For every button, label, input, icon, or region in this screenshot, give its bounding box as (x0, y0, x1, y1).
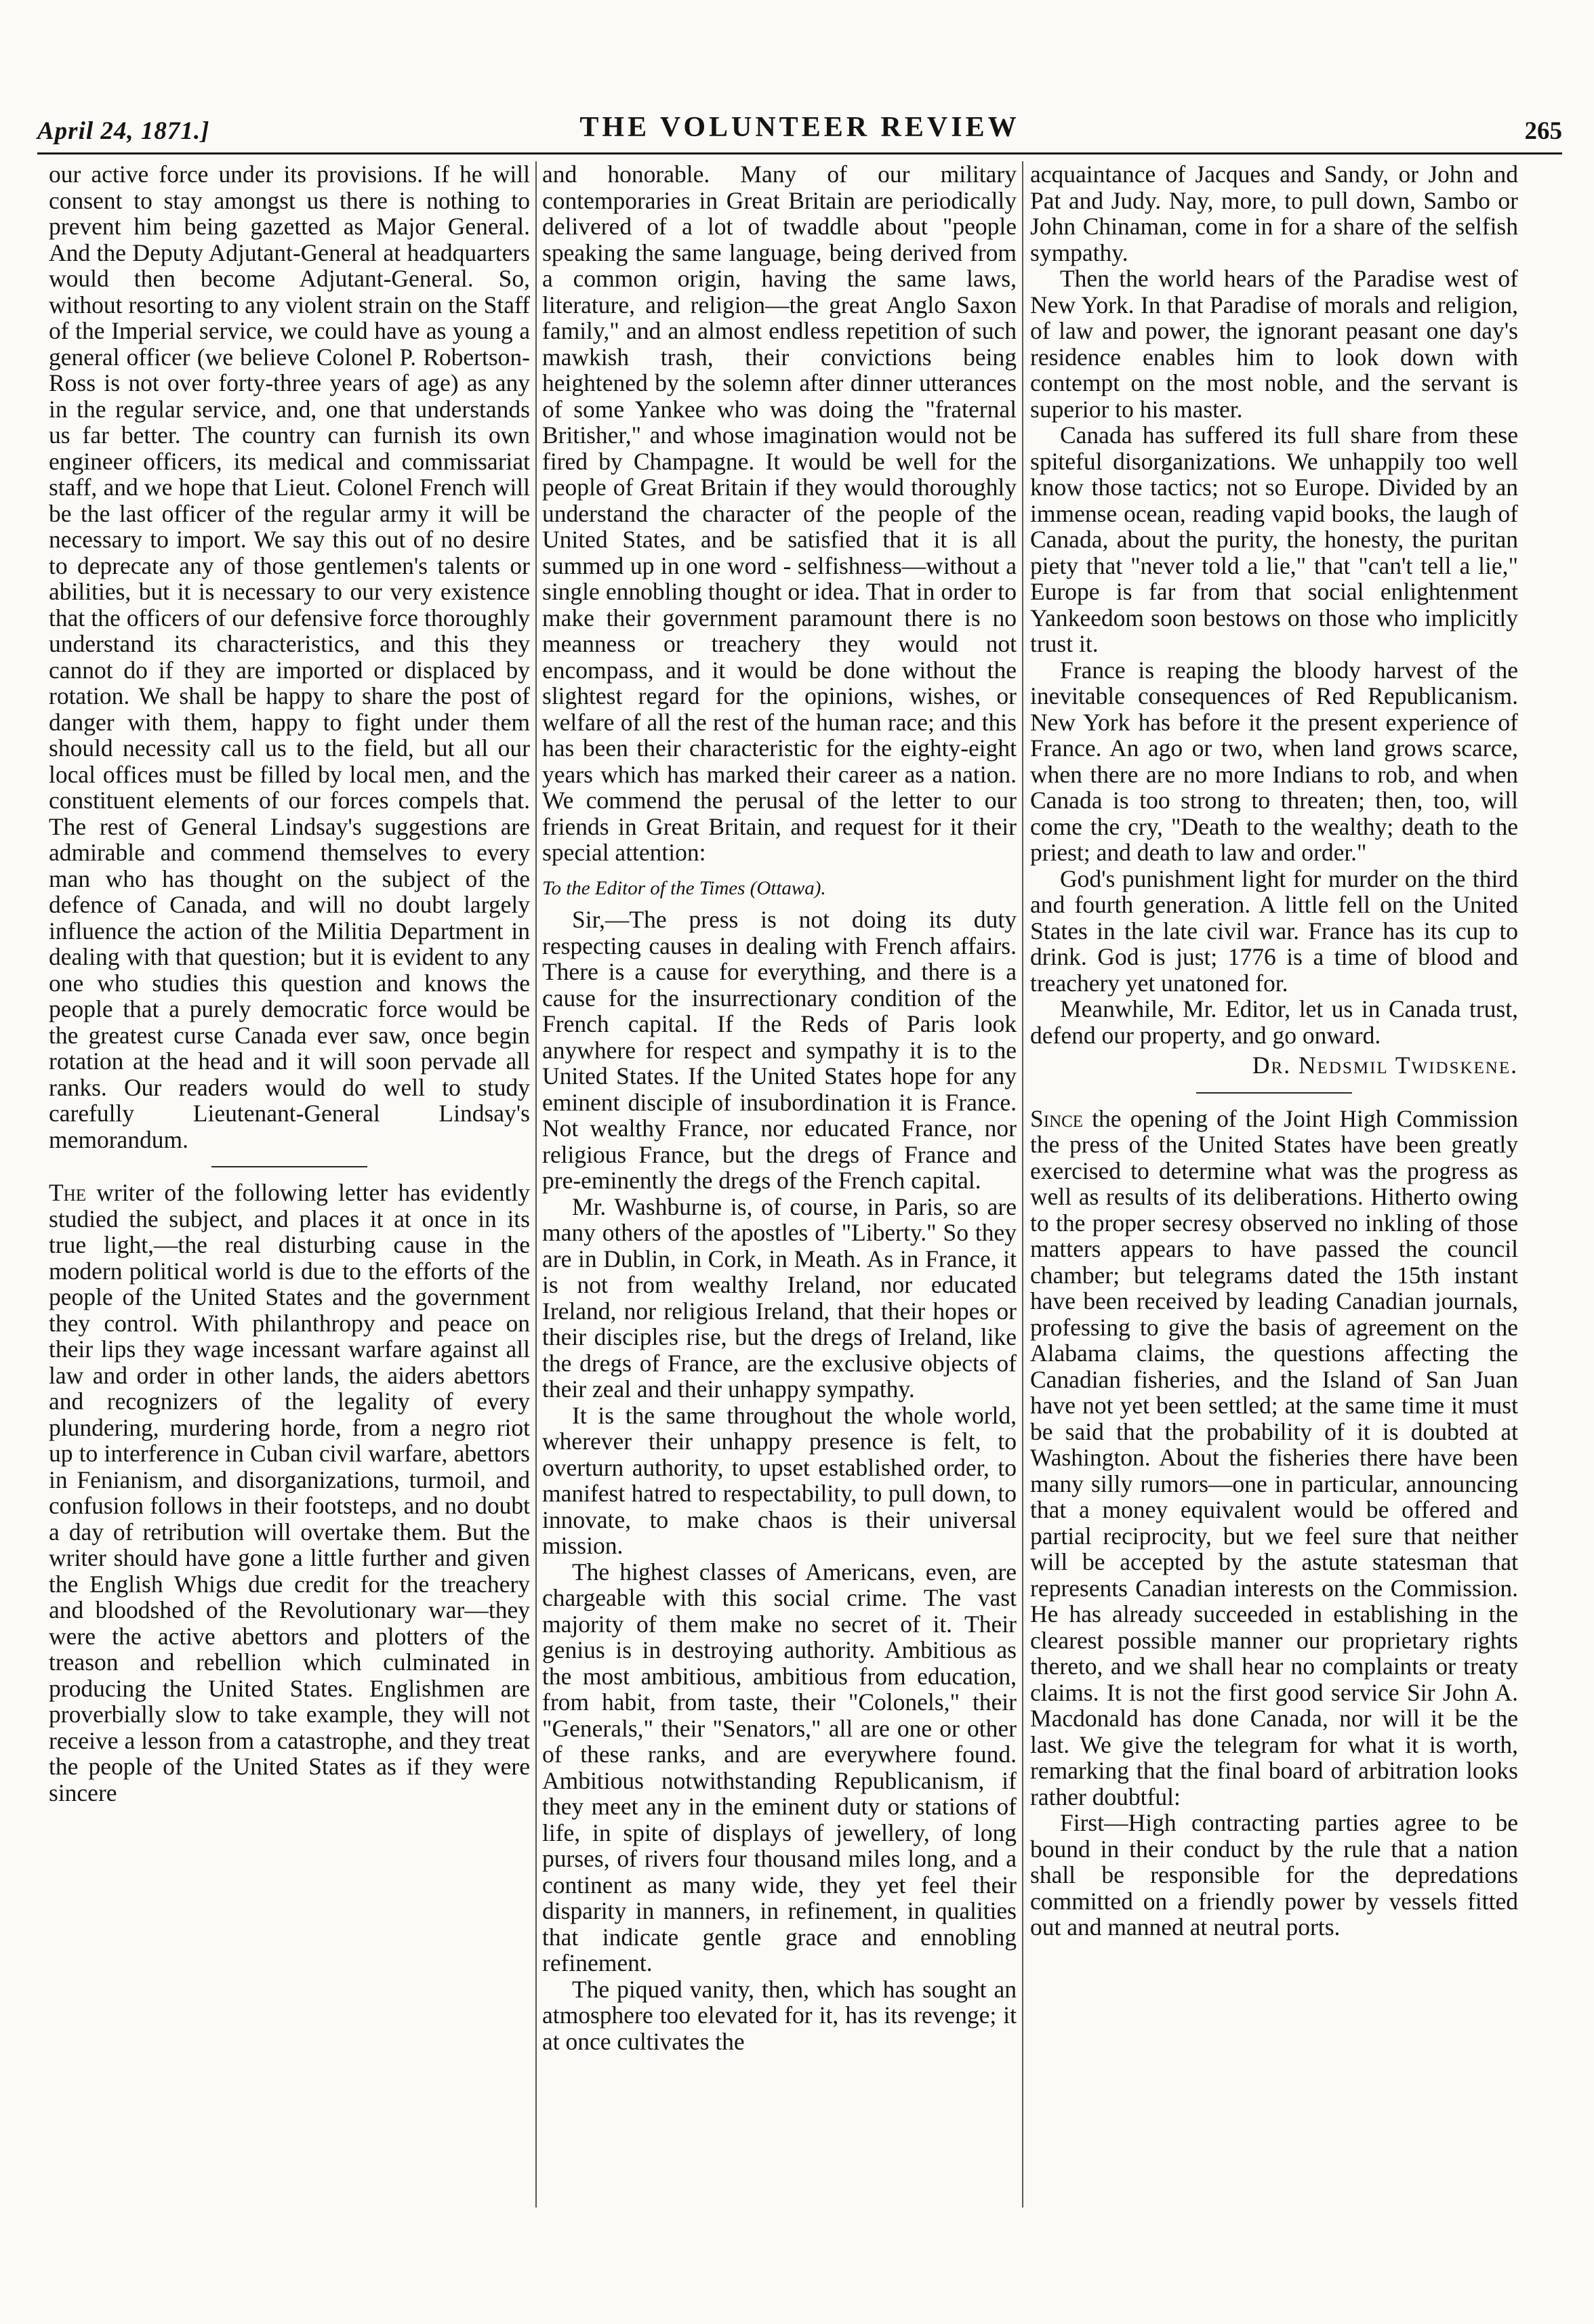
telegram-paragraph: First—High contracting parties agree to be bound in their conduct by the rule that a nation shall be responsible for the depredations committed on a friendly power by vessels fitted out and manned at neutral ports. (1030, 1809, 1518, 1941)
article-separator (1196, 1092, 1352, 1094)
letter-paragraph: It is the same throughout the whole world, wherever their unhappy presence is felt, to overturn authority, to upset established order, to manifest hatred to respectability, to pull down, to innovate, to make chaos is their universal mission. (542, 1401, 1017, 1559)
column-divider (1022, 161, 1023, 2207)
article-separator (211, 1166, 367, 1167)
letter-paragraph: Canada has suffered its full share from these spiteful disorganizations. We unhappily too well know those tactics; not so Europe. Divided by an immense ocean, reading vapid books, the laugh of Canada, about the purity, the honesty, the puritan piety that "never told a lie," that "can't tell a lie," Europe is far from that social enlightenment Yankeedom soon bestows on those who implicitly trust it. (1030, 421, 1518, 657)
paragraph-text: the opening of the Joint High Commission the press of the United States have been greatly exercised to determine what was the progress as well as results of its deliberations. Hitherto owing to the proper secresy observed no inkling of those matters appears to have passed the council chamber; but telegrams dated the 15th instant have been received by leading Canadian journals, professing to give the basis of agreement on the Alabama claims, the questions affecting the Canadian fisheries, and the Island of San Juan have not yet been settled; at the same time it must be said that the probability of it is doubted at Washington. About the fisheries there have been many silly rumors—one in particular, announcing that a money equivalent would be offered and partial reciprocity, but we feel sure that neither will be accepted by the astute statesman that represents Canadian interests on the Commission. He has already succeeded in establishing in the clearest possible manner our proprietary rights thereto, and we shall hear no complaints or treaty claims. It is not the first good service Sir John A. Macdonald has done Canada, nor will it be the last. We give the telegram for what it is worth, remarking that the final board of arbitration looks rather doubtful: (1030, 1104, 1518, 1810)
letter-paragraph: Then the world hears of the Paradise west of New York. In that Paradise of morals and religion, of law and power, the ignorant peasant one day's residence enables him to look down with contempt on the most noble, and the servant is superior to his master. (1030, 265, 1518, 423)
column-left (49, 161, 530, 2221)
letter-paragraph: God's punishment light for murder on the third and fourth generation. A little fell on the United States in the late civil war. France has its cup to drink. God is just; 1776 is a time of blood and treachery yet unatoned for. (1030, 865, 1518, 997)
letter-paragraph: The piqued vanity, then, which has sought an atmosphere too elevated for it, has its revenge; it at once cultivates the (542, 1975, 1017, 2055)
header-rule (37, 152, 1562, 154)
letter-paragraph: Meanwhile, Mr. Editor, let us in Canada trust, defend our property, and go onward. (1030, 995, 1518, 1049)
letter-paragraph: France is reaping the bloody harvest of the inevitable consequences of Red Republicanism. New York has before it the present experience of France. An ago or two, when land grows scarce, when there are no more Indians to rob, and when Canada is too strong to threaten; then, too, will come the cry, "Death to the wealthy; death to the priest; and death to law and order." (1030, 656, 1518, 866)
column-right (1030, 161, 1518, 2221)
letter-paragraph: acquaintance of Jacques and Sandy, or John and Pat and Judy. Nay, more, to pull down, Sambo or John Chinaman, come in for a share of the selfish sympathy. (1030, 161, 1518, 266)
letter-paragraph: The highest classes of Americans, even, are chargeable with this social crime. The vast majority of them make no secret of it. Their genius is in destroying authority. Ambitious as the most ambitious, ambitious from education, from habit, from taste, their "Colonels," their "Generals," their "Senators," all are one or other of these ranks, and are everywhere found. Ambitious notwithstanding Republicanism, if they meet any in the eminent duty or stations of life, in spite of displays of jewellery, of long purses, of rivers four thousand miles long, and a continent as many wide, they yet feel their disparity in manners, in refinement, in qualities that indicate gentle grace and ennobling refinement. (542, 1558, 1017, 1976)
publication-title: THE VOLUNTEER REVIEW (579, 112, 1020, 143)
letter-paragraph: Sir,—The press is not doing its duty respecting causes in dealing with French affairs. There is a cause for everything, and there is a cause for the insurrectionary condition of the French capital. If the Reds of Paris look anywhere for respect and sympathy it is to the United States. If the United States hope for any eminent disciple of insubordination it is France. Not wealthy France, nor educated France, nor religious France, but the dregs of France and pre-eminently the dregs of the French capital. (542, 906, 1017, 1194)
letter-paragraph: Mr. Washburne is, of course, in Paris, so are many others of the apostles of "Liberty." So they are in Dublin, in Cork, in Meath. As in France, it is not from wealthy Ireland, nor educated Ireland, nor religious Ireland, that their hopes or their disciples rise, but the dregs of Ireland, like the dregs of France, are the exclusive objects of their zeal and their unhappy sympathy. (542, 1192, 1017, 1403)
paragraph-text: writer of the following letter has evidently studied the subject, and places it at once in its true light,—the real disturbing cause in the modern political world is due to the efforts of the people of the United States and the government they control. With philanthropy and peace on their lips they wage incessant warfare against all law and order in other lands, the aiders abettors and recognizers of the legality of every plundering, murdering horde, from a negro riot up to interference in Cuban civil warfare, abettors in Fenianism, and disorganizations, turmoil, and confusion follows in their footsteps, and no doubt a day of retribution will overtake them. But the writer should have gone a little further and given the English Whigs due credit for the treachery and bloodshed of the Revolutionary war—they were the active abettors and plotters of the treason and rebellion which culminated in producing the United States. Englishmen are proverbially slow to take example, they will not receive a lesson from a catastrophe, and they treat the people of the United States as if they were sincere (49, 1179, 530, 1806)
lead-word: Since (1030, 1104, 1084, 1132)
editorial-paragraph (1030, 1106, 1518, 1810)
column-middle (542, 161, 1017, 2221)
page-number: 265 (1524, 117, 1562, 145)
issue-date: April 24, 1871.] (37, 117, 210, 145)
column-divider (535, 161, 537, 2207)
lead-word: The (49, 1179, 87, 1206)
letter-signature: Dr. Nedsmil Twidskene. (1252, 1052, 1518, 1079)
editorial-paragraph: our active force under its provisions. If he will consent to stay amongst us there is nothing to prevent him being gazetted as Major General. And the Deputy Adjutant-General at headquarters would then become Adjutant-General. So, without resorting to any violent strain on the Staff of the Imperial service, we could have as young a general officer (we believe Colonel P. Robertson-Ross is not over forty-three years of age) as any in the regular service, and, one that understands us far better. The country can furnish its own engineer officers, its medical and commissariat staff, and we hope that Lieut. Colonel French will be the last officer of the regular army it will be necessary to import. We say this out of no desire to deprecate any of those gentlemen's talents or abilities, but it is necessary to our very existence that the officers of our defensive force thoroughly understand its characteristics, and this they cannot do if they are imported or displaced by rotation. We shall be happy to share the post of danger with them, happy to fight under them should necessity call us to the field, but all our local offices must be filled by local men, and the constituent elements of our forces compels that. The rest of General Lindsay's suggestions are admirable and commend themselves to every man who has thought on the subject of the defence of Canada, and will no doubt largely influence the action of the Militia Department in dealing with that question; but it is evident to any one who studies this question and knows the people that a purely democratic force would be the greatest curse Canada ever saw, once begin rotation at the head and it will soon pervade all ranks. Our readers would do well to study carefully Lieutenant-General Lindsay's memorandum. (49, 161, 530, 1153)
page-header (37, 107, 1562, 154)
editorial-paragraph: and honorable. Many of our military contemporaries in Great Britain are periodically delivered of a lot of twaddle about "people speaking the same language, being derived from a common origin, having the same laws, literature, and religion—the great Anglo Saxon family," and an almost endless repetition of such mawkish trash, their convictions being heightened by the solemn after dinner utterances of some Yankee who was doing the "fraternal Britisher," and whose imagination would not be fired by Champagne. It would be well for the people of Great Britain if they would thoroughly understand the character of the people of the United States, and be satisfied that it is all summed up in one word - selfishness—without a single ennobling thought or idea. That in order to make their government paramount there is no meanness or treachery they would not encompass, and it would be done without the slightest regard for the opinions, wishes, or welfare of all the rest of the human race; and this has been their characteristic for the eighty-eight years which has marked their career as a nation. We commend the perusal of the letter to our friends in Great Britain, and request for it their special attention: (542, 161, 1017, 866)
letter-address: To the Editor of the Times (Ottawa). (542, 877, 826, 899)
editorial-paragraph (49, 1180, 530, 1806)
